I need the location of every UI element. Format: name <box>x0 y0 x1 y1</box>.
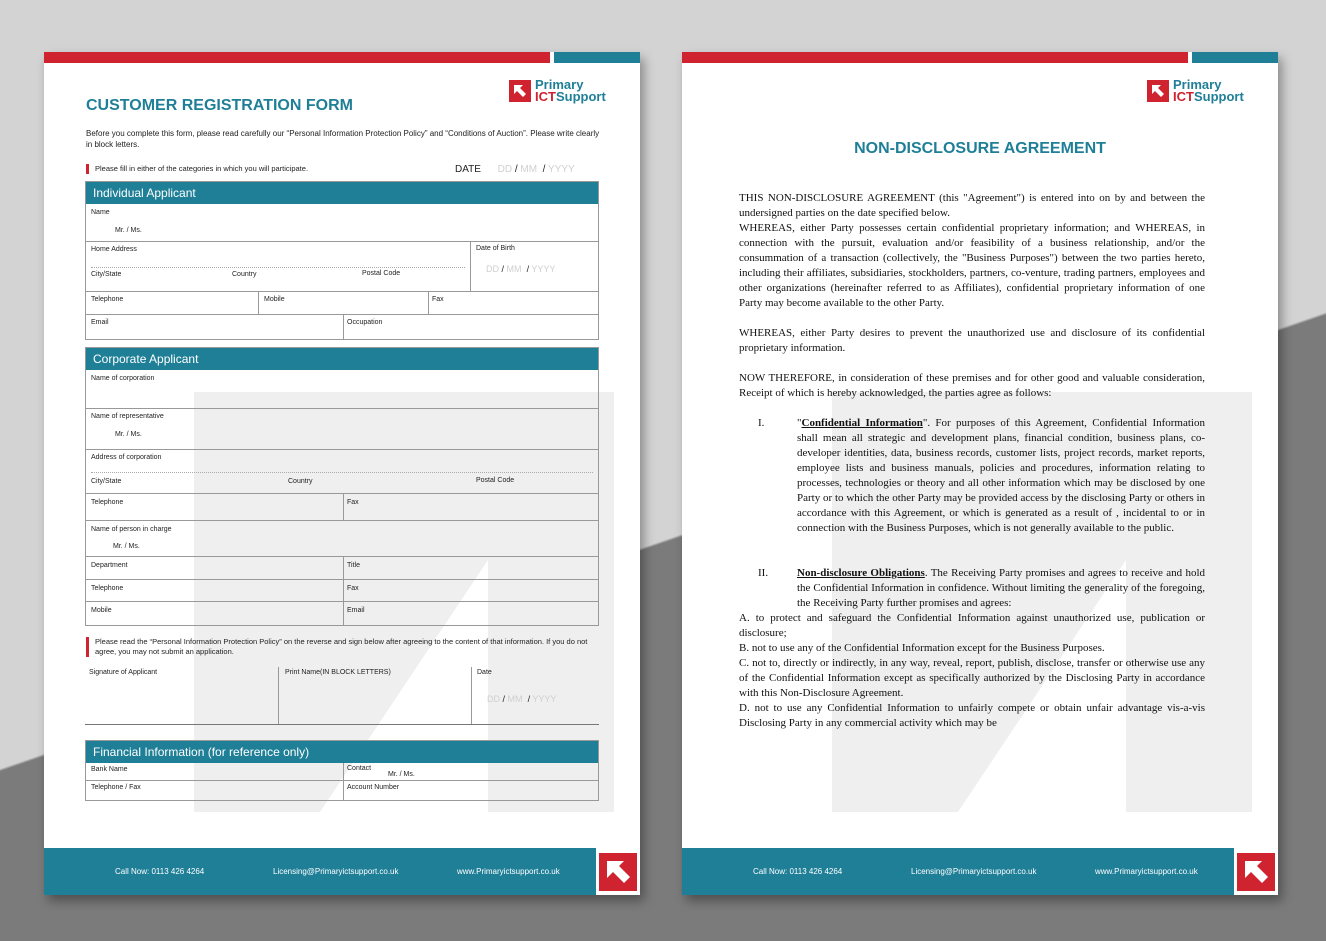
corp-phone-row[interactable]: Telephone Fax <box>86 494 598 521</box>
footer-email[interactable]: Licensing@Primaryictsupport.co.uk <box>273 867 399 876</box>
form-title: CUSTOMER REGISTRATION FORM <box>86 97 353 114</box>
home-address-row[interactable]: Home Address City/State Country Postal Code Date of Birth DD / MM / YYYY <box>86 242 598 292</box>
footer-logo-mark <box>1234 848 1278 895</box>
footer-logo-mark <box>596 848 640 895</box>
nda-item-b: B. not to use any of the Confidential Information except for the Business Purposes. <box>739 642 1105 654</box>
dob-field[interactable]: Date of Birth DD / MM / YYYY <box>470 242 598 291</box>
corp-mobile-row[interactable]: Mobile Email <box>86 602 598 625</box>
corp-name-row[interactable]: Name of corporation <box>86 370 598 409</box>
nda-paragraph: THIS NON-DISCLOSURE AGREEMENT (this "Agreement") is entered into on by and between the undersigned parties on the date specified below. <box>739 192 1205 219</box>
page-footer <box>44 848 596 895</box>
account-row[interactable]: Telephone / Fax Account Number <box>86 781 598 800</box>
nda-title: NON-DISCLOSURE AGREEMENT <box>854 140 1106 157</box>
person-in-charge-row[interactable]: Name of person in charge Mr. / Ms. <box>86 521 598 557</box>
fill-note: Please fill in either of the categories in which you will participate. <box>86 164 308 174</box>
logo-primary-text: Primary <box>535 77 584 92</box>
corporate-applicant-section <box>85 347 599 626</box>
registration-form-page <box>44 52 640 895</box>
footer-arrow-icon <box>599 853 637 891</box>
corporate-section-title: Corporate Applicant <box>86 348 598 370</box>
corp-phone2-row[interactable]: Telephone Fax <box>86 580 598 602</box>
signature-row[interactable] <box>85 667 599 725</box>
email-row[interactable]: Email Occupation <box>86 315 598 339</box>
form-date-field[interactable]: DATE DD / MM / YYYY <box>455 164 575 175</box>
logo-support-text: Support <box>555 89 606 104</box>
nda-clause-2: II. Non-disclosure Obligations. The Receiving Party promises and agrees to receive and hold the Confidential Information in confidence. Without limiting the generality of the foregoing, the Receiving Party further promises and agrees: <box>758 567 1205 609</box>
nda-paragraph: WHEREAS, either Party desires to prevent the unauthorized use and disclosure of its confidential proprietary information. <box>739 327 1205 354</box>
individual-applicant-section <box>85 181 599 340</box>
top-color-bar <box>44 52 640 63</box>
footer-arrow-icon <box>1237 853 1275 891</box>
nda-item-a: A. to protect and safeguard the Confidential Information against unauthorized use, publication or disclosure; <box>739 612 1205 639</box>
footer-phone: Call Now: 0113 426 4264 <box>115 867 205 876</box>
footer-website[interactable]: www.Primaryictsupport.co.uk <box>457 867 560 876</box>
policy-note: Please read the “Personal Information Protection Policy” on the reverse and sign below after agreeing to the content of that information. If you do not agree, you may not submit an application. <box>86 637 596 657</box>
financial-info-section <box>85 740 599 801</box>
page-footer: Call Now: 0113 426 4264 Licensing@Primaryictsupport.co.uk www.Primaryictsupport.co.uk <box>682 848 1234 895</box>
individual-section-title: Individual Applicant <box>86 182 598 204</box>
logo-arrow-icon <box>1147 80 1169 102</box>
top-color-bar <box>682 52 1278 63</box>
nda-page <box>682 52 1278 895</box>
nda-item-d: D. not to use any Confidential Information to unfairly compete or obtain unfair advantage vis-a-vis Disclosing Party in any commercial activity which may be <box>739 702 1205 729</box>
date-label: DATE <box>455 164 481 175</box>
nda-paragraph: NOW THEREFORE, in consideration of these premises and for other good and valuable consideration, Receipt of which is hereby acknowledged, the parties agree as follows: <box>739 372 1205 399</box>
nda-item-c: C. not to, directly or indirectly, in any way, reveal, report, publish, disclose, transfer or otherwise use any of the Confidential Information except as specifically authorized by the Disclosing Party in accordance with this Non-Disclosure Agreement. <box>739 657 1205 699</box>
bank-row[interactable]: Bank Name Contact Mr. / Ms. <box>86 763 598 781</box>
corp-address-row[interactable]: Address of corporation City/State Country Postal Code <box>86 450 598 494</box>
nda-body <box>739 191 1205 731</box>
form-intro: Before you complete this form, please read carefully our “Personal Information Protection Policy” and “Conditions of Auction”. Please write clearly in block letters. <box>86 129 600 149</box>
signature-date-field[interactable]: Date DD / MM / YYYY <box>477 669 557 704</box>
nda-clause-1: I. "Confidential Information". For purposes of this Agreement, Confidential Information shall mean all strategic and development plans, financial condition, business plans, co-developer identities, data, business records, customer lists, project records, market reports, employee lists and business manuals, policies and procedures, information relating to processes, technologies or theory and all other information which may be disclosed by one Party or to which the other Party may be provided access by the disclosing Party or others in accordance with this Agreement, or which is generated as a result of , incidental to or in connection with the Business Purposes, which is not generally available to the public. <box>758 417 1205 534</box>
nda-paragraph: WHEREAS, either Party possesses certain confidential proprietary information; and WHEREAS, in connection with the pursuit, evaluation and/or feasibility of a business relationship, and/or the consummation of a transaction (collectively, the "Business Purposes") between the two parties hereto, including their affiliates, subsidiaries, stockholders, partners, co-venture, trading partners, employees and other organizations (hereinafter referred to as Affiliates), confidential proprietary information of one Party may become available to the other Party. <box>739 222 1205 309</box>
logo-arrow-icon <box>509 80 531 102</box>
representative-row[interactable]: Name of representative Mr. / Ms. <box>86 409 598 450</box>
company-logo <box>509 79 606 103</box>
name-row[interactable]: Name Mr. / Ms. <box>86 204 598 242</box>
print-name-field[interactable]: Print Name(IN BLOCK LETTERS) <box>279 667 472 724</box>
contact-row[interactable]: Telephone Mobile Fax <box>86 292 598 315</box>
logo-ict-text: ICT <box>535 89 556 104</box>
financial-section-title: Financial Information (for reference only) <box>86 741 598 763</box>
department-row[interactable]: Department Title <box>86 557 598 580</box>
company-logo: Primary ICTSupport <box>1147 79 1244 103</box>
signature-field[interactable]: Signature of Applicant <box>85 667 279 724</box>
